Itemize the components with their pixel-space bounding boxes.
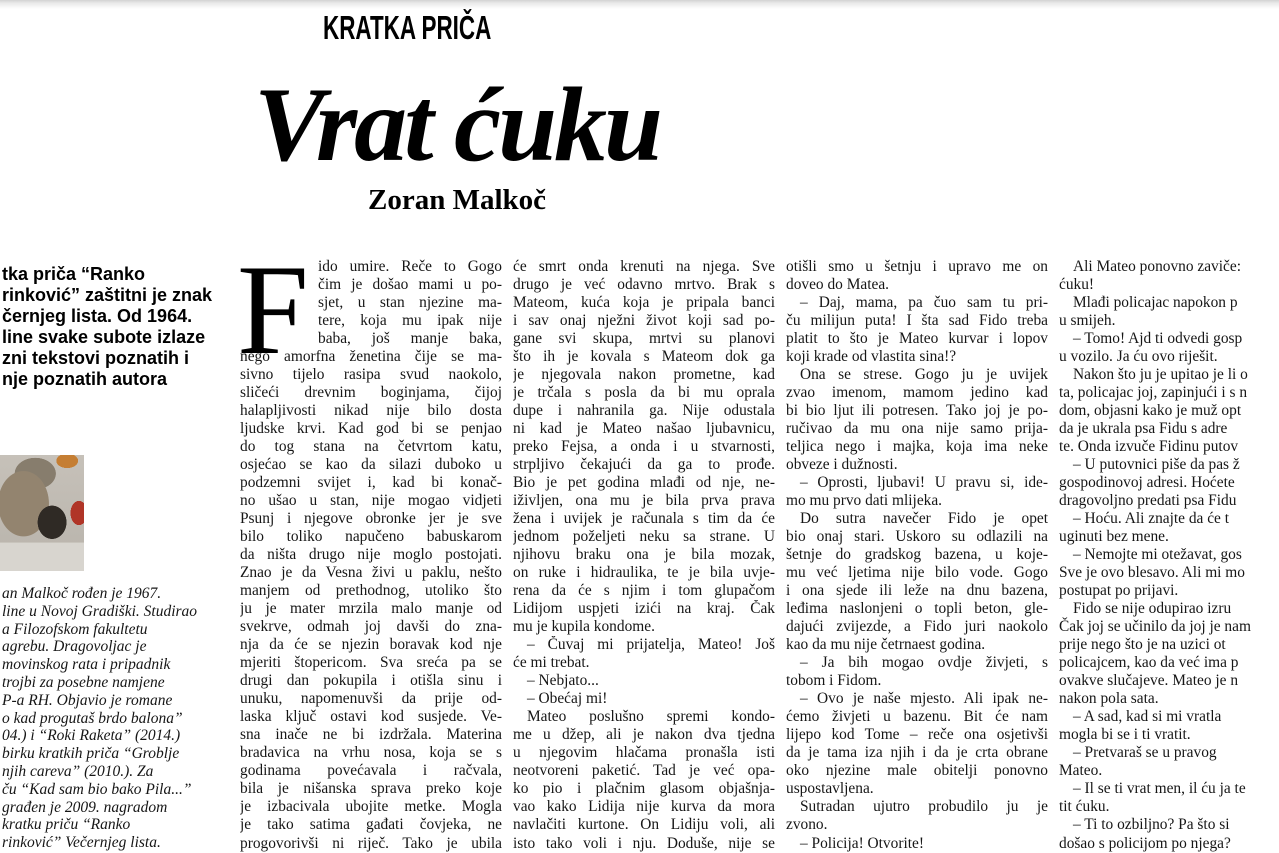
story-line: kao da mu nije četrnaest godina.: [786, 636, 986, 654]
story-line: – Pretvaraš se u pravog: [1073, 744, 1217, 762]
story-line: platit to što je Mateo kurvar i lopov: [786, 330, 1048, 348]
story-line: isto tako voli i nju. Doduše, nije se: [513, 834, 775, 852]
story-line: halapljivosti nikad nije bilo dosta: [240, 402, 502, 420]
author-bio-line: 04.) i “Roki Raketa” (2014.): [2, 727, 181, 745]
story-line: Nakon što ju je upitao je li o: [1073, 366, 1248, 384]
story-line: podzemni svijet i, kad bi konač-: [240, 474, 502, 492]
author-bio-line: kratku priču “Ranko: [2, 816, 131, 834]
author-bio: [2, 585, 234, 852]
story-line: on ruke i hidraulika, te je bila uvje-: [513, 564, 775, 582]
story-line: bila je nišanska sprava preko koje: [240, 780, 502, 798]
story-line: ta, policajac joj, zapinjući i s n: [1059, 384, 1248, 402]
story-line: dom, objasni kako je muž opt: [1059, 402, 1242, 420]
story-line: dupe i nahranila ga. Nije odustala: [513, 402, 775, 420]
story-line: će mi trebat.: [513, 654, 590, 672]
story-line: mo mu prvo dati mlijeka.: [786, 492, 943, 510]
story-line: me u džep, ali je nakon dva tjedna: [513, 726, 775, 744]
story-line: oko njezine male obitelji ponovno: [786, 762, 1048, 780]
story-line: bi bio ljut ili potresen. Tako joj je po-: [786, 402, 1048, 420]
story-line: – A sad, kad si mi vratla: [1073, 708, 1222, 726]
story-line: što ih je kovala s Mateom dok ga: [513, 348, 775, 366]
story-line: – Obećaj mi!: [527, 690, 608, 708]
story-line: – Nemojte mi otežavat, gos: [1073, 546, 1242, 564]
story-line: ručivao da mu ona nije samo prija-: [786, 420, 1048, 438]
story-line: je izbacivala ubojite metke. Mogla: [240, 798, 502, 816]
sidebar-note-line: nje poznatih autora: [2, 369, 168, 389]
author-bio-line: line u Novoj Gradiški. Studirao: [2, 602, 198, 620]
story-line: Znao je da Vesna živi u paklu, nešto: [240, 564, 502, 582]
story-line: drugo je već odavno mrtvo. Brak s: [513, 276, 775, 294]
top-fade-divider: [0, 0, 1279, 10]
story-line: nja da će se njezin boravak kod nje: [240, 636, 502, 654]
story-line: čim je došao mami u po-: [318, 276, 502, 294]
author-bio-line: P-a RH. Objavio je romane: [2, 691, 173, 709]
story-line: – Policija! Otvorite!: [800, 834, 924, 852]
story-line: leđima naslonjeni o topli beton, gle-: [786, 600, 1048, 618]
story-line: – Daj, mama, pa čuo sam tu pri-: [800, 294, 1048, 312]
story-line: i ona sjede ili leže na dnu bazena,: [786, 582, 1048, 600]
sidebar-note: [2, 264, 234, 390]
story-line: dajući zvijezde, a Fido juri naokolo: [786, 618, 1048, 636]
story-line: teljica nego i majka, koja ima neke: [786, 438, 1048, 456]
story-column-4: [1059, 258, 1279, 853]
story-line: Sve je ovo blesavo. Ali mi mo: [1059, 564, 1245, 582]
story-line: postupat po prijavi.: [1059, 582, 1179, 600]
story-line: u smijeh.: [1059, 312, 1116, 330]
story-line: ju je mater mrzila malo manje od: [240, 600, 502, 618]
story-line: Do sutra navečer Fido je opet: [800, 510, 1048, 528]
story-line: te. Onda izvuče Fidinu putov: [1059, 438, 1239, 456]
story-line: Ali Mateo ponovno zaviče:: [1073, 258, 1241, 275]
story-line: laska ključ ostavi kod susjede. Ve-: [240, 708, 502, 726]
author-bio-line: an Malkoč rođen je 1967.: [2, 585, 162, 602]
section-masthead: KRATKA PRIČA: [323, 9, 492, 46]
story-line: obveze i dužnosti.: [786, 456, 898, 474]
sidebar-note-line: černjeg lista. Od 1964.: [2, 306, 193, 326]
story-line: – Nebjato...: [527, 672, 599, 690]
story-line: – Ti to ozbiljno? Pa što si: [1073, 816, 1230, 834]
story-line: sna inače ne bi izdržala. Materina: [240, 726, 502, 744]
story-line: mu već ljetima nije bilo vode. Gogo: [786, 564, 1048, 582]
story-line: ćuku!: [1059, 276, 1095, 294]
story-line: je tako satima gađati čovjeka, ne: [240, 816, 502, 834]
story-line: – Il se ti vrat men, il ću ja te: [1073, 780, 1246, 798]
story-line: vao kako Lidija nije kurva da mora: [513, 798, 775, 816]
story-line: tobom i Fidom.: [786, 672, 882, 690]
story-line: do tog stana na četvrtom katu,: [240, 438, 502, 456]
story-line: doveo do Matea.: [786, 276, 889, 294]
story-line: jednom poželjeti neku sa strane. U: [513, 528, 775, 546]
story-line: – Hoću. Ali znajte da će t: [1073, 510, 1229, 528]
author-bio-line: agrebu. Dragovoljac je: [2, 638, 147, 656]
story-line: sivno tijelo rasipa svud naokolo,: [240, 366, 502, 384]
story-line: neotvoreni paketić. Tad je već opa-: [513, 762, 775, 780]
story-line: gospodinovoj adresi. Hoćete: [1059, 474, 1235, 492]
story-line: gane svi skupa, mrtvi su planovi: [513, 330, 775, 348]
story-line: je trčala s posla da bi mu oprala: [513, 384, 775, 402]
story-line: ljudske krvi. Kad god bi se penjao: [240, 420, 502, 438]
story-line: Mlađi policajac napokon p: [1073, 294, 1238, 312]
story-line: i sav onaj nježni život koji sad po-: [513, 312, 775, 330]
story-line: ko pio i plačnim glasom objašnja-: [513, 780, 775, 798]
story-line: Fido se nije odupirao izru: [1073, 600, 1232, 618]
story-line: zvono.: [786, 816, 828, 834]
sidebar-note-line: line svake subote izlaze: [2, 327, 206, 347]
story-line: Psunj i njegove obronke jer je sve: [240, 510, 502, 528]
story-line: Mateom, kuća koja je pripala banci: [513, 294, 775, 312]
author-bio-line: birku kratkih priča “Groblje: [2, 745, 180, 763]
story-line: sličeći drevnim boginjama, čijoj: [240, 384, 502, 402]
author-bio-line: ču “Kad sam bio bako Pila...”: [2, 780, 192, 798]
story-line: – Tomo! Ajd ti odvedi gosp: [1073, 330, 1243, 348]
story-line: sjet, u stan njezine ma-: [318, 294, 502, 312]
story-line: zvao imenom, mamom jedino kad: [786, 384, 1048, 402]
story-line: Bio je pet godina mlađi od nje, ne-: [513, 474, 775, 492]
story-line: mogla bi se i ti vratit.: [1059, 726, 1191, 744]
drop-cap: F: [237, 238, 309, 381]
story-line: da ništa drugo nije moglo postojati.: [240, 546, 502, 564]
story-line: Ona se strese. Gogo ju je uvijek: [800, 366, 1048, 384]
story-line: koji krade od vlastita sina!?: [786, 348, 957, 366]
story-line: da je ukrala psa Fidu s adre: [1059, 420, 1228, 438]
story-line: bilo toliko napučeno babuskarom: [240, 528, 502, 546]
story-line: no ušao u stan, nije mogao vidjeti: [240, 492, 502, 510]
story-line: svekrve, odmah joj davši do zna-: [240, 618, 502, 636]
author-bio-line: a Filozofskom fakultetu: [2, 620, 148, 638]
story-line: nakon pola sata.: [1059, 690, 1159, 708]
story-line: ču milijun puta! I šta sad Fido treba: [786, 312, 1048, 330]
story-line: došao s policijom po njega?: [1059, 834, 1231, 852]
story-line: – Čuvaj mi prijatelja, Mateo! Još: [527, 636, 775, 654]
author-bio-line: trojbi za posebne namjene: [2, 673, 165, 691]
story-byline: Zoran Malkoč: [368, 184, 547, 216]
story-line: je njegovala nakon prometne, kad: [513, 366, 775, 384]
story-line: mu je kupila kondome.: [513, 618, 655, 636]
story-line: uginuti bez mene.: [1059, 528, 1169, 546]
story-line: drugi dan pokupila i otišla sinu i: [240, 672, 502, 690]
story-line: navlačiti kurtone. On Lidiju voli, ali: [513, 816, 775, 834]
story-line: Mateo.: [1059, 762, 1103, 780]
story-line: prije nego što je na uzici ot: [1059, 636, 1226, 654]
story-line: Lidijom uspjeti izići na kraj. Čak: [513, 600, 775, 618]
story-line: mjeriti štopericom. Sva sreća pa se: [240, 654, 502, 672]
author-bio-line: o kad progutaš brdo balona”: [2, 709, 183, 727]
story-line: baba, još manje baka,: [318, 330, 502, 348]
story-line: ovakve slučajeve. Mateo je n: [1059, 672, 1239, 690]
story-column-3: [786, 258, 1048, 853]
story-line: iživljen, ona mu je bila prva prava: [513, 492, 775, 510]
story-title: Vrat ćuku: [254, 66, 661, 183]
story-line: – Ovo je naše mjesto. Ali ipak ne-: [800, 690, 1048, 708]
story-column-2: [513, 258, 775, 853]
story-line: lijepo kod Tome – reče ona osjetivši: [786, 726, 1048, 744]
story-line: bio onaj stari. Uskoro su odlazili na: [786, 528, 1048, 546]
story-line: žena i uvijek je računala s tim da će: [513, 510, 775, 528]
story-line: progovorivši ni riječ. Tako je ubila: [240, 834, 502, 852]
author-bio-line: movinskog rata i pripadnik: [2, 656, 171, 674]
story-line: tit ćuku.: [1059, 798, 1110, 816]
story-line: Sutradan ujutro probudilo ju je: [800, 798, 1048, 816]
story-line: Mateo poslušno spremi kondo-: [527, 708, 775, 726]
story-line: ni kad je Mateo našao ljubavnicu,: [513, 420, 775, 438]
story-line: unuku, napomenuvši da prije od-: [240, 690, 502, 708]
story-line: nego amorfna ženetina čije se ma-: [240, 348, 502, 366]
story-line: u vozilo. Ja ću ovo riješit.: [1059, 348, 1218, 366]
story-line: – Ja bih mogao ovdje živjeti, s: [800, 654, 1048, 672]
story-line: šetnje do gradskog bazena, u koje-: [786, 546, 1048, 564]
author-bio-line: rinković” Večernjeg lista.: [2, 834, 161, 852]
story-line: godinama povećavala i račvala,: [240, 762, 502, 780]
sidebar-note-line: tka priča “Ranko: [2, 264, 146, 284]
story-line: njihovu braku ona je bila mozak,: [513, 546, 775, 564]
story-line: će smrt onda krenuti na njega. Sve: [513, 258, 775, 275]
story-line: uspostavljena.: [786, 780, 874, 798]
story-line: rena da će s njim i tom glupačom: [513, 582, 775, 600]
story-line: da je tama iza njih i da je crta obrane: [786, 744, 1048, 762]
story-line: preko Fejsa, a onda i u stvarnosti,: [513, 438, 775, 456]
author-bio-line: njih careva” (2010.). Za: [2, 762, 154, 780]
story-line: tere, koja mu ipak nije: [318, 312, 502, 330]
story-line: ćemo živjeti u bazenu. Bit će nam: [786, 708, 1048, 726]
sidebar-note-line: rinković” zaštitni je znak: [2, 285, 213, 305]
story-line: strpljivo čekajući da ga to prođe.: [513, 456, 775, 474]
story-line: Čak joj se učinilo da joj je nam: [1059, 618, 1251, 636]
story-line: u njegovim hlačama pronašla isti: [513, 744, 775, 762]
story-line: osjećao se kao da silazi duboko u: [240, 456, 502, 474]
story-line: – Oprosti, ljubavi! U pravu si, ide-: [800, 474, 1048, 492]
story-line: otišli smo u šetnju i upravo me on: [786, 258, 1048, 275]
story-line: bradavica na vrhu nosa, koja se s: [240, 744, 502, 762]
sidebar-note-line: zni tekstovi poznatih i: [2, 348, 190, 368]
story-line: policajcem, kao da već ima p: [1059, 654, 1239, 672]
story-line: dragovoljno predati psa Fidu: [1059, 492, 1237, 510]
story-line: – U putovnici piše da pas ž: [1073, 456, 1240, 474]
author-photo: [0, 455, 84, 571]
story-line: manjem od prethodnog, utoliko što: [240, 582, 502, 600]
story-line: ido umire. Reče to Gogo: [318, 258, 502, 275]
author-bio-line: građen je 2009. nagradom: [2, 798, 168, 816]
story-column-1: [237, 238, 502, 853]
